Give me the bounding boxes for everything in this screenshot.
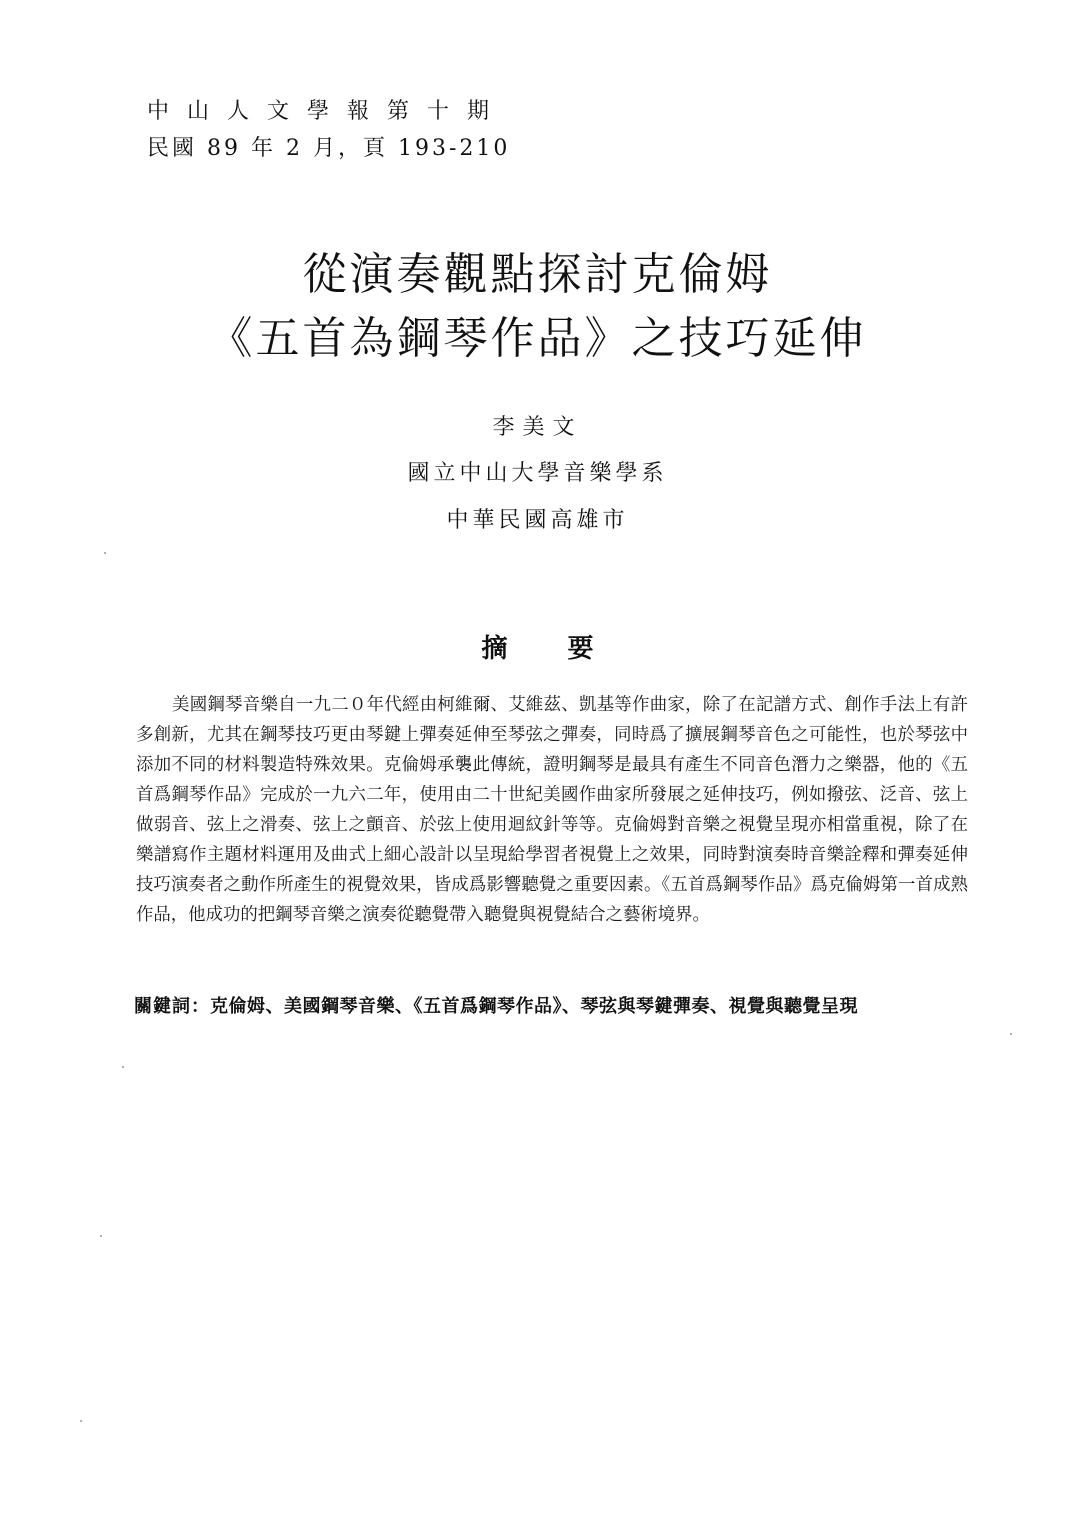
keywords-label: 關鍵詞： [134, 996, 210, 1017]
scan-speck [100, 1235, 102, 1237]
abstract-heading: 摘要 [481, 634, 654, 664]
journal-name: 中山人文學報第十期 [147, 99, 508, 124]
author-department: 國立中山大學音樂學系 [407, 461, 668, 486]
scan-speck [104, 552, 106, 554]
author-name: 李美文 [492, 415, 583, 440]
scan-speck [1010, 1033, 1012, 1035]
title-line-1: 從演奏觀點探討克倫姆 [302, 249, 773, 300]
keywords-text: 克倫姆、美國鋼琴音樂、《五首爲鋼琴作品》、琴弦與琴鍵彈奏、視覺與聽覺呈現 [210, 996, 858, 1017]
scan-speck [80, 1420, 82, 1422]
abstract-body: 美國鋼琴音樂自一九二０年代經由柯維爾、艾維茲、凱基等作曲家，除了在記譜方式、創作手法上有許多創新，尤其在鋼琴技巧更由琴鍵上彈奏延伸至琴弦之彈奏，同時爲了擴展鋼琴音色之可能性，也於琴弦中添加不同的材料製造特殊效果。克倫姆承襲此傳統，證明鋼琴是最具有產生不同音色潛力之樂器，他的《五首爲鋼琴作品》完成於一九六二年，使用由二十世紀美國作曲家所發展之延伸技巧，例如撥弦、泛音、弦上做弱音、弦上之滑奏、弦上之顫音、於弦上使用迴紋針等等。克倫姆對音樂之視覺呈現亦相當重視，除了在樂譜寫作主題材料運用及曲式上細心設計以呈現給學習者視覺上之效果，同時對演奏時音樂詮釋和彈奏延伸技巧演奏者之動作所產生的視覺效果，皆成爲影響聽覺之重要因素。《五首爲鋼琴作品》爲克倫姆第一首成熟作品，他成功的把鋼琴音樂之演奏從聽覺帶入聽覺與視覺結合之藝術境界。 [136, 695, 968, 925]
scan-speck [122, 1066, 124, 1068]
title-line-2: 《五首為鋼琴作品》之技巧延伸 [208, 313, 867, 364]
journal-issue: 民國 89 年 2 月，頁 193-210 [147, 136, 511, 161]
author-location: 中華民國高雄市 [446, 508, 629, 533]
keywords [134, 993, 1062, 1021]
